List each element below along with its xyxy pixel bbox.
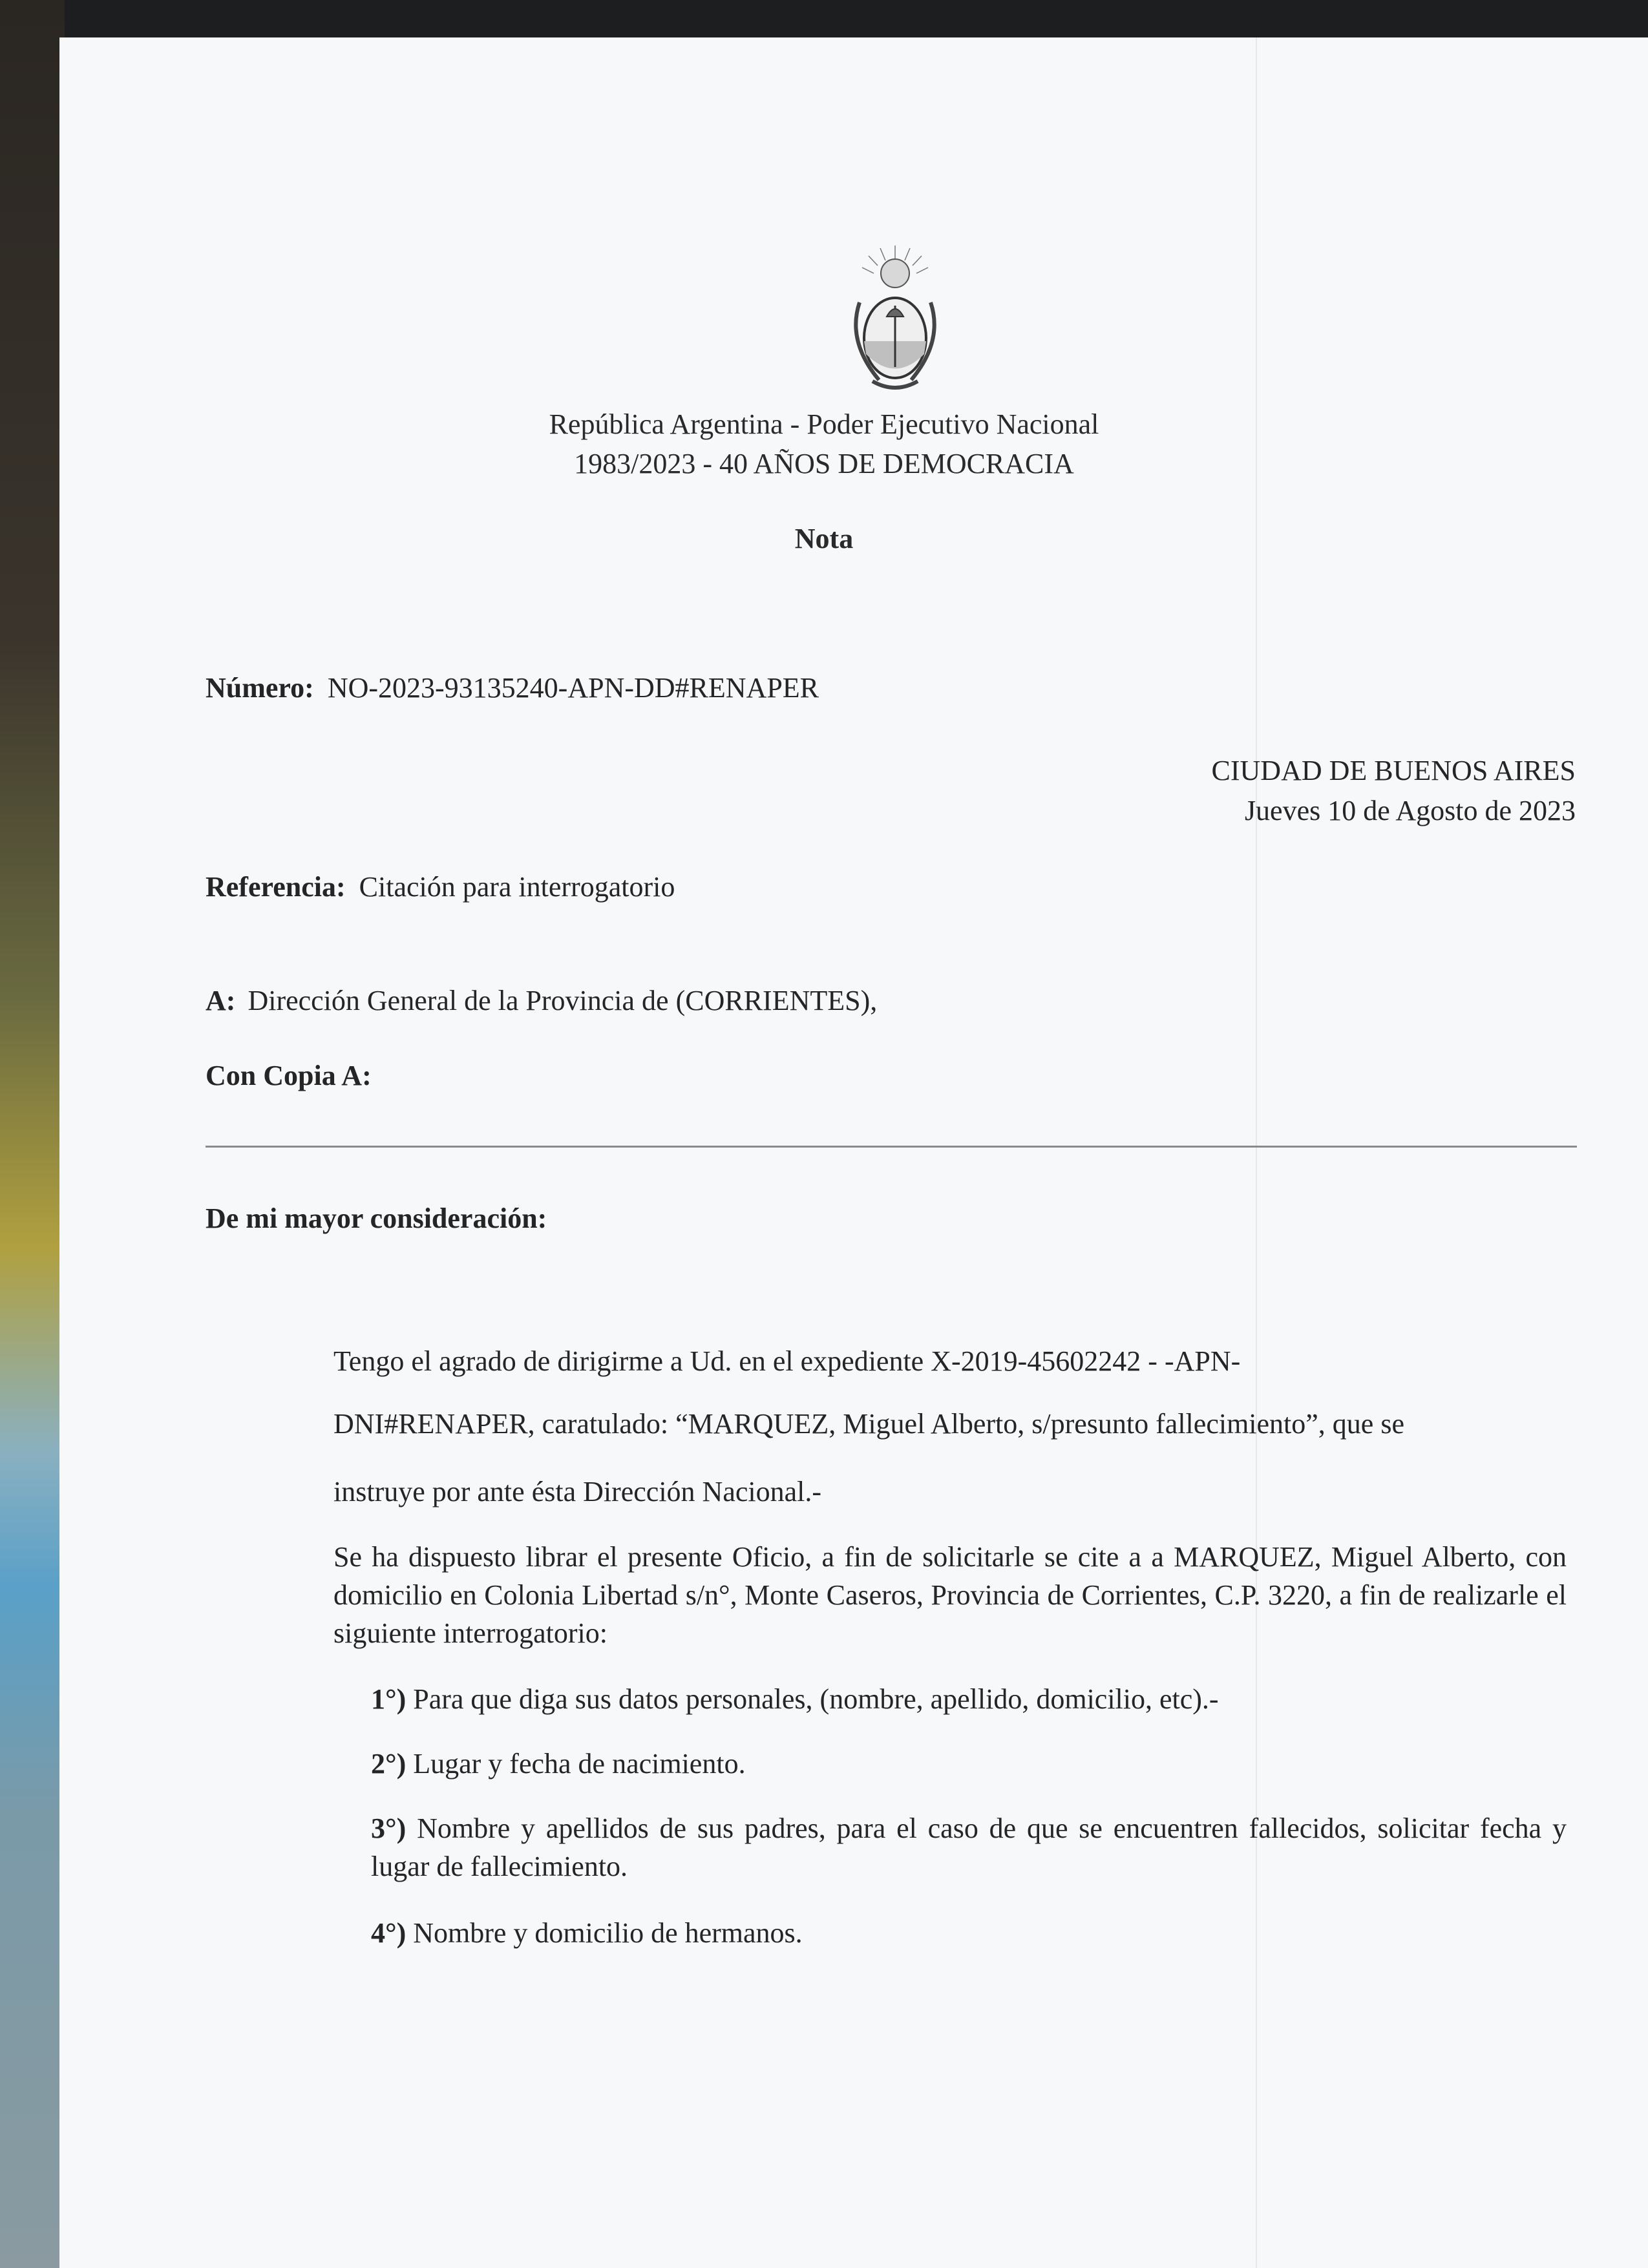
header-democracia: 1983/2023 - 40 AÑOS DE DEMOCRACIA [574,448,1074,479]
paragraph-2: Se ha dispuesto librar el presente Oficio, a fin de solicitarle se cite a a MARQUEZ, Miguel Alberto, con domicilio en Colonia Libertad s/n°, Monte Caseros, Provincia de Corrientes, C.P. 3220, a fin de realizarle el siguiente interrogatorio: [333,1541,1567,1649]
list-item-number: 3°) [371,1812,407,1844]
recipient-row [206,982,877,1020]
date-line: Jueves 10 de Agosto de 2023 [1244,795,1576,826]
list-item-text: Lugar y fecha de nacimiento. [413,1748,746,1780]
list-item-text: Nombre y domicilio de hermanos. [413,1917,803,1949]
numero-label: Número: [206,672,314,704]
list-item-number: 4°) [371,1917,407,1949]
list-item-number: 1°) [371,1683,407,1715]
referencia-row [206,868,675,907]
scan-top-border [0,0,1648,37]
list-item [371,1680,1567,1718]
recipient-value: Dirección General de la Provincia de (CORRIENTES), [248,985,878,1016]
recipient-label: A: [206,985,236,1016]
copy-to-label: Con Copia A: [206,1060,372,1091]
numero-row [206,669,819,708]
referencia-value: Citación para interrogatorio [359,871,675,903]
argentine-coat-of-arms-icon [840,244,950,399]
header-republica: República Argentina - Poder Ejecutivo Nacional [549,408,1099,440]
document-type-title: Nota [794,523,854,554]
paragraph-1-line-3: instruye por ante ésta Dirección Nacional.- [333,1476,822,1507]
paragraph-1-line-2: DNI#RENAPER, caratulado: “MARQUEZ, Miguel Alberto, s/presunto fallecimiento”, que se [333,1408,1404,1440]
list-item-text: Para que diga sus datos personales, (nombre, apellido, domicilio, etc).- [413,1683,1219,1715]
list-item [371,1809,1567,1885]
list-item [371,1914,1567,1952]
city-line: CIUDAD DE BUENOS AIRES [1211,755,1576,786]
salutation: De mi mayor consideración: [206,1202,547,1234]
numero-value: NO-2023-93135240-APN-DD#RENAPER [327,672,819,704]
referencia-label: Referencia: [206,871,346,903]
list-item-text: Nombre y apellidos de sus padres, para el caso de que se encuentren fallecidos, solicitar fecha y lugar de fallecimiento. [371,1812,1567,1882]
list-item [371,1745,1567,1783]
paragraph-1-line-1: Tengo el agrado de dirigirme a Ud. en el expediente X-2019-45602242 - -APN- [333,1345,1241,1377]
scan-left-border [0,0,65,2268]
header-divider [206,1146,1577,1148]
list-item-number: 2°) [371,1748,407,1780]
